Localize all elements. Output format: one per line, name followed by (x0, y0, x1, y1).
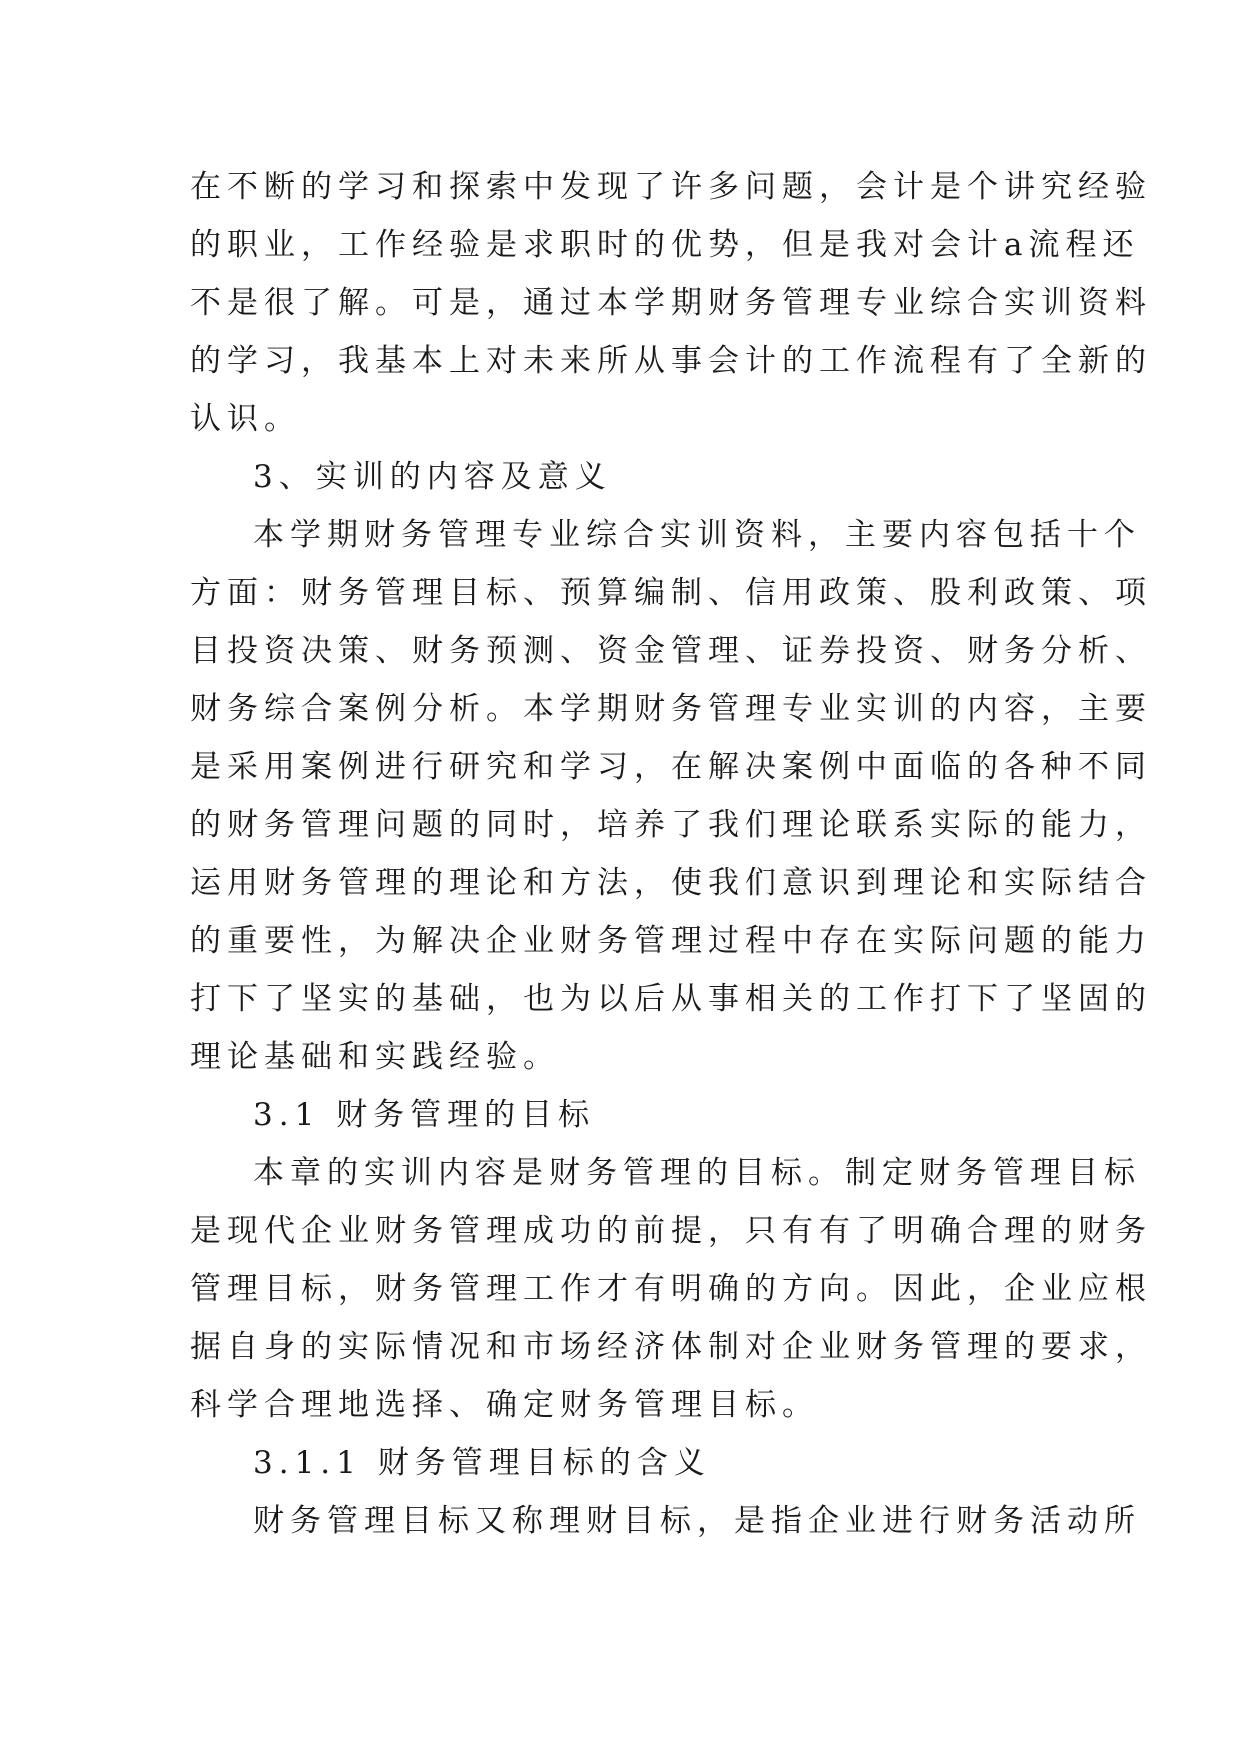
paragraph-line: 不是很了解。可是，通过本学期财务管理专业综合实训资料 (190, 285, 1152, 321)
section-heading: 3、实训的内容及意义 (253, 459, 612, 495)
paragraph-line: 打下了坚实的基础，也为以后从事相关的工作打下了坚固的 (190, 981, 1152, 1017)
paragraph-line: 目投资决策、财务预测、资金管理、证券投资、财务分析、 (190, 633, 1152, 669)
section-heading: 3.1 财务管理的目标 (253, 1097, 596, 1133)
paragraph-line: 在不断的学习和探索中发现了许多问题，会计是个讲究经验 (190, 169, 1152, 205)
paragraph-line: 方面：财务管理目标、预算编制、信用政策、股利政策、项 (190, 575, 1152, 611)
document-body (190, 158, 1152, 1550)
paragraph-line: 是采用案例进行研究和学习，在解决案例中面临的各种不同 (190, 749, 1152, 785)
paragraph-line: 理论基础和实践经验。 (190, 1039, 560, 1075)
paragraph-line: 本章的实训内容是财务管理的目标。制定财务管理目标 (253, 1155, 1141, 1191)
paragraph-line: 认识。 (190, 401, 301, 437)
paragraph-line: 财务管理目标又称理财目标，是指企业进行财务活动所 (253, 1503, 1141, 1539)
paragraph-line: 的学习，我基本上对未来所从事会计的工作流程有了全新的 (190, 343, 1152, 379)
paragraph-line: 管理目标，财务管理工作才有明确的方向。因此，企业应根 (190, 1271, 1152, 1307)
paragraph-line: 据自身的实际情况和市场经济体制对企业财务管理的要求， (190, 1329, 1152, 1365)
paragraph-line: 的职业，工作经验是求职时的优势，但是我对会计a流程还 (190, 227, 1140, 263)
paragraph-line: 是现代企业财务管理成功的前提，只有有了明确合理的财务 (190, 1213, 1152, 1249)
paragraph-line: 的重要性，为解决企业财务管理过程中存在实际问题的能力 (190, 923, 1152, 959)
paragraph-line: 科学合理地选择、确定财务管理目标。 (190, 1387, 819, 1423)
paragraph-line: 财务综合案例分析。本学期财务管理专业实训的内容，主要 (190, 691, 1152, 727)
section-heading: 3.1.1 财务管理目标的含义 (253, 1445, 711, 1481)
paragraph-line: 的财务管理问题的同时，培养了我们理论联系实际的能力， (190, 807, 1152, 843)
paragraph-line: 运用财务管理的理论和方法，使我们意识到理论和实际结合 (190, 865, 1152, 901)
paragraph-line: 本学期财务管理专业综合实训资料，主要内容包括十个 (253, 517, 1141, 553)
